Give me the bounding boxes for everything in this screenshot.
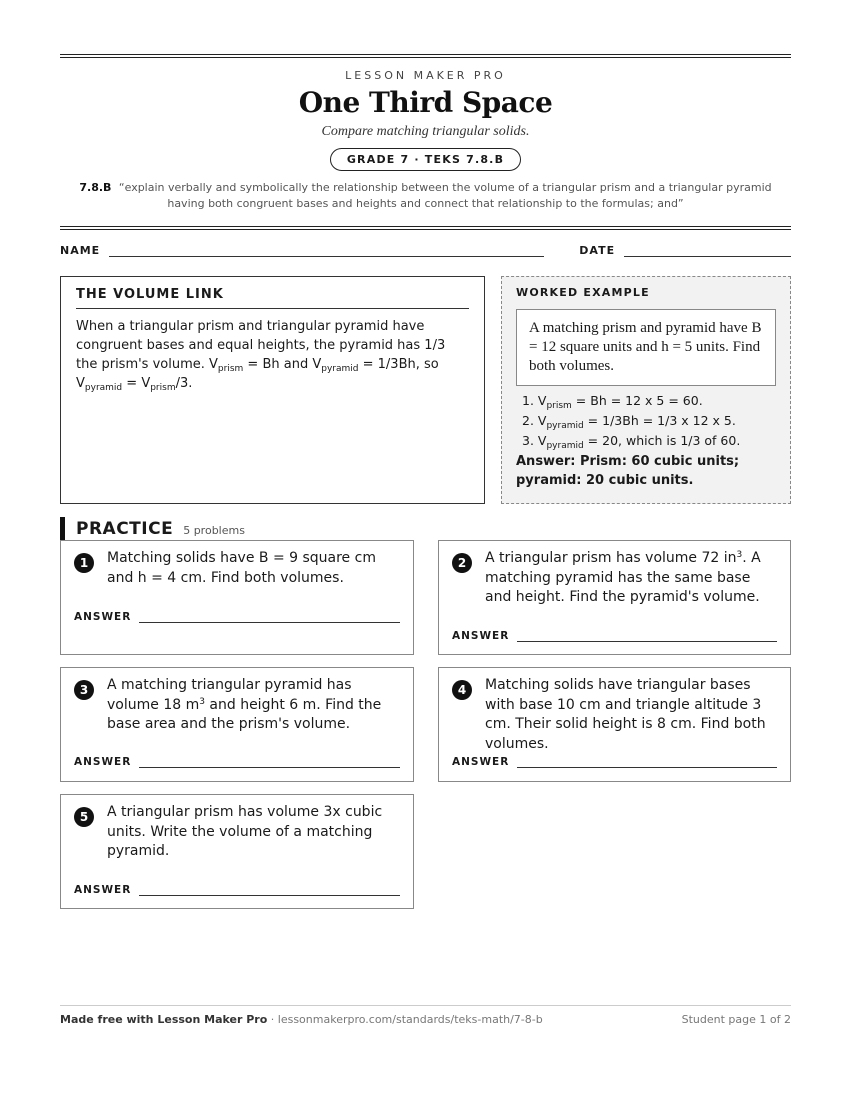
- answer-row: [452, 630, 777, 642]
- volume-link-text-part: When a triangular prism and triangular pyramid have congruent bases and equal heights, the pyramid has 1/3 the prism's volume. V: [76, 319, 446, 372]
- standard-code: 7.8.B: [79, 181, 112, 194]
- volume-link-text-part: = V: [122, 376, 151, 391]
- page-subtitle: Compare matching triangular solids.: [321, 124, 530, 139]
- step-text: = Bh = 12 x 5 = 60.: [571, 393, 703, 408]
- answer-label: ANSWER: [74, 611, 132, 623]
- worksheet-header: [60, 69, 791, 212]
- name-label: NAME: [60, 244, 101, 257]
- problem-card-5: [60, 794, 414, 909]
- top-double-rule: [60, 54, 791, 58]
- problem-number-badge: 5: [74, 807, 94, 827]
- worked-step: [516, 411, 776, 431]
- answer-row: [452, 756, 777, 768]
- problem-card-1: [60, 540, 414, 655]
- answer-row: [74, 756, 400, 768]
- footer-page-number: Student page 1 of 2: [681, 1013, 791, 1026]
- name-field[interactable]: [109, 244, 544, 257]
- practice-heading-bar: [60, 517, 791, 541]
- problem-text: Matching solids have triangular bases with base 10 cm and triangle altitude 3 cm. Their solid height is 8 cm. Find both volumes.: [485, 677, 766, 752]
- superscript: 3: [736, 550, 743, 560]
- volume-link-text: [76, 317, 469, 393]
- standard-statement: [70, 180, 781, 212]
- standard-text: “explain verbally and symbolically the relationship between the volume of a triangular prism and a triangular pyramid having both congruent bases and heights and connect that relationship to the formulas; and”: [118, 181, 772, 210]
- answer-label: ANSWER: [74, 884, 132, 896]
- problem-text: A triangular prism has volume 3x cubic units. Write the volume of a matching pyramid.: [107, 804, 383, 859]
- brand-name: LESSON MAKER PRO: [345, 69, 506, 82]
- answer-line-field[interactable]: [139, 757, 400, 768]
- page-title: One Third Space: [298, 86, 553, 119]
- grade-badge: GRADE 7 · TEKS 7.8.B: [330, 148, 521, 171]
- intro-section: [60, 276, 791, 504]
- problem-card-3: [60, 667, 414, 782]
- student-fields: [60, 244, 791, 257]
- answer-line-field[interactable]: [139, 612, 400, 623]
- subscript: pyramid: [546, 441, 584, 451]
- answer-label: ANSWER: [452, 756, 510, 768]
- subscript: prism: [217, 364, 244, 374]
- subscript: pyramid: [546, 421, 584, 431]
- problem-count: 5 problems: [183, 524, 245, 537]
- date-label: DATE: [579, 244, 616, 257]
- subscript: prism: [546, 401, 572, 411]
- answer-line-field[interactable]: [517, 757, 777, 768]
- step-text: = 1/3Bh = 1/3 x 12 x 5.: [583, 413, 736, 428]
- problem-number-badge: 3: [74, 680, 94, 700]
- answer-line-field[interactable]: [139, 885, 400, 896]
- problem-text-part: . A matching pyramid has the same base and height. Find the pyramid's volume.: [485, 550, 761, 605]
- volume-link-text-part: /3.: [175, 376, 193, 391]
- superscript: 3: [199, 696, 205, 707]
- problem-text: Matching solids have B = 9 square cm and h = 4 cm. Find both volumes.: [107, 550, 376, 586]
- answer-label: ANSWER: [74, 756, 132, 768]
- worked-example-heading: WORKED EXAMPLE: [516, 286, 650, 299]
- volume-link-text-part: = 1/3Bh, so V: [76, 357, 439, 391]
- step-prefix: 2. V: [522, 413, 547, 428]
- subscript: prism: [150, 383, 176, 393]
- problem-number-badge: 2: [452, 553, 472, 573]
- volume-link-text-part: = Bh and V: [243, 357, 322, 372]
- practice-heading: PRACTICE: [76, 519, 174, 539]
- worked-example-steps: [516, 391, 776, 451]
- footer-made-with: Made free with Lesson Maker Pro: [60, 1013, 268, 1026]
- worked-step: [516, 391, 776, 411]
- footer-url: · lessonmakerpro.com/standards/teks-math/7-8-b: [267, 1013, 543, 1026]
- problem-text: [107, 676, 399, 735]
- worked-step: [516, 431, 776, 451]
- problem-text-part: A matching triangular pyramid has volume 18 m: [107, 677, 352, 713]
- problem-card-2: [438, 540, 791, 655]
- step-prefix: 3. V: [522, 433, 547, 448]
- problem-number-badge: 4: [452, 680, 472, 700]
- worked-example-box: [501, 276, 791, 504]
- problem-text: [485, 549, 776, 608]
- answer-row: [74, 884, 400, 896]
- step-prefix: 1. V: [522, 393, 547, 408]
- subscript: pyramid: [321, 364, 359, 374]
- volume-link-heading: THE VOLUME LINK: [76, 287, 469, 309]
- answer-label: ANSWER: [452, 630, 510, 642]
- problem-card-4: [438, 667, 791, 782]
- answer-row: [74, 611, 400, 623]
- step-text: = 20, which is 1/3 of 60.: [583, 433, 741, 448]
- problem-number-badge: 1: [74, 553, 94, 573]
- problem-text-part: A triangular prism has volume 72 in: [485, 550, 737, 566]
- worked-example-problem: A matching prism and pyramid have B = 12 square units and h = 5 units. Find both volumes.: [516, 309, 776, 386]
- date-field[interactable]: [624, 244, 791, 257]
- footer-credit: [60, 1013, 543, 1026]
- problem-text-part: and height 6 m. Find the base area and the prism's volume.: [107, 696, 382, 732]
- answer-line-field[interactable]: [517, 631, 777, 642]
- worksheet-page: [60, 54, 791, 541]
- volume-link-box: [60, 276, 485, 504]
- subscript: pyramid: [84, 383, 123, 393]
- worked-example-answer: Answer: Prism: 60 cubic units; pyramid: 20 cubic units.: [516, 454, 740, 488]
- header-bottom-rule: [60, 226, 791, 230]
- page-footer: [60, 1005, 791, 1026]
